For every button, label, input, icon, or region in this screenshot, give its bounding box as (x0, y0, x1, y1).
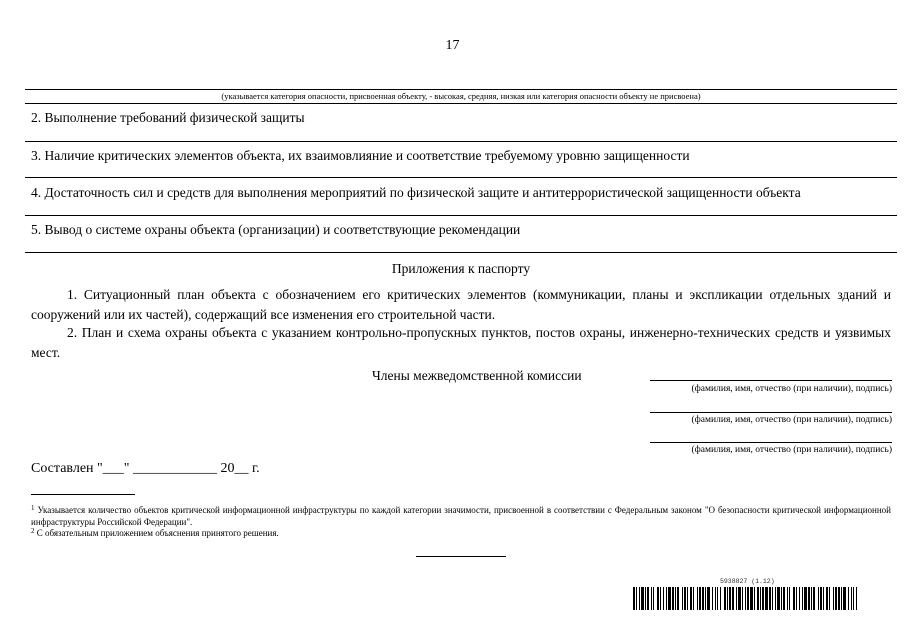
barcode-bar (848, 587, 849, 610)
divider (25, 252, 897, 253)
barcode-bar (663, 587, 664, 610)
barcode-bar (684, 587, 686, 610)
end-line (416, 556, 506, 557)
barcode-bar (750, 587, 753, 610)
barcode-bar (841, 587, 842, 610)
barcode-bar (826, 587, 828, 610)
barcode-bar (838, 587, 840, 610)
appendix-item-2: 2. План и схема охраны объекта с указанием контрольно-пропускных пунктов, постов охраны, инженерно-технических средств и уязвимых мест. (31, 325, 891, 360)
barcode-bar (783, 587, 785, 610)
barcode-bar (829, 587, 830, 610)
appendix-title: Приложения к паспорту (391, 261, 531, 276)
barcode-bar (742, 587, 743, 610)
barcode-bar (823, 587, 824, 610)
barcode-bar (789, 587, 790, 610)
barcode-bar (668, 587, 671, 610)
barcode-bar (697, 587, 698, 610)
barcode-bar (808, 587, 810, 610)
footnote-mark: 1 (31, 504, 35, 512)
section-4: 4. Достаточность сил и средств для выполнения мероприятий по физической защите и антитеррористической защищенности объекта (31, 185, 801, 200)
barcode-bar (641, 587, 644, 610)
barcode-bar (724, 587, 726, 610)
barcode-bar (843, 587, 846, 610)
barcode-bar (853, 587, 854, 610)
barcode-bar (715, 587, 716, 610)
barcode-bar (813, 587, 815, 610)
barcode-bar (856, 587, 857, 610)
barcode-bar (636, 587, 637, 610)
barcode-bar (772, 587, 773, 610)
barcode-bar (777, 587, 780, 610)
footnote-2 (31, 528, 891, 540)
barcode-bar (705, 587, 706, 610)
commission-title: Члены межведомственной комиссии (372, 368, 582, 383)
barcode-bar (835, 587, 837, 610)
barcode-bar (687, 587, 688, 610)
barcode-bar (653, 587, 654, 610)
barcode-bar (707, 587, 710, 610)
appendix-item-1: 1. Ситуационный план объекта с обозначением его критических элементов (коммуникации, планы и экспликации отдельных зданий и сооружений или их частей), содержащий все изменения его строительной части. (31, 287, 891, 322)
barcode-bar (769, 587, 771, 610)
barcode-bar (660, 587, 661, 610)
barcode-bar (702, 587, 704, 610)
barcode-bar (747, 587, 749, 610)
barcode-bar (802, 587, 803, 610)
signature-line (650, 442, 892, 443)
divider (25, 103, 897, 104)
barcode-bar (639, 587, 640, 610)
barcode-bar (833, 587, 834, 610)
barcode-bar (690, 587, 692, 610)
barcode-bar (675, 587, 676, 610)
barcode-bar (693, 587, 694, 610)
barcode-bar (781, 587, 782, 610)
barcode-bar (775, 587, 776, 610)
barcode-bar (645, 587, 646, 610)
category-hint: (указывается категория опасности, присвоенная объекту, - высокая, средняя, низкая или категория опасности объекту не присвоена) (221, 91, 701, 101)
barcode-bar (757, 587, 759, 610)
barcode-bar (762, 587, 764, 610)
divider (25, 215, 897, 216)
barcode (633, 587, 859, 610)
barcode-bar (787, 587, 788, 610)
signature-caption: (фамилия, имя, отчество (при наличии), подпись) (691, 384, 892, 394)
section-2: 2. Выполнение требований физической защиты (31, 110, 305, 125)
barcode-bar (745, 587, 746, 610)
barcode-bar (820, 587, 822, 610)
barcode-bar (811, 587, 812, 610)
barcode-bar (818, 587, 819, 610)
barcode-bar (677, 587, 679, 610)
barcode-bar (736, 587, 737, 610)
footnote-text: С обязательным приложением объяснения принятого решения. (36, 528, 279, 538)
footnote-text: Указывается количество объектов критической информационной инфраструктуры по каждой категории значимости, присвоенной в соответствии с Федеральным законом "О безопасности критической информационной инфраструктуры Российской Федерации". (31, 505, 892, 527)
barcode-bar (717, 587, 718, 610)
signature-line (650, 380, 892, 381)
divider (25, 177, 897, 178)
barcode-bar (682, 587, 683, 610)
footnote-mark: 2 (31, 527, 35, 535)
barcode-bar (727, 587, 728, 610)
barcode-bar (720, 587, 721, 610)
footnote-1 (31, 505, 891, 528)
barcode-bar (754, 587, 755, 610)
barcode-bar (765, 587, 768, 610)
section-5: 5. Вывод о системе охраны объекта (организации) и соответствующие рекомендации (31, 222, 521, 237)
barcode-bar (633, 587, 635, 610)
signature-caption: (фамилия, имя, отчество (при наличии), подпись) (691, 445, 892, 455)
barcode-bar (799, 587, 800, 610)
barcode-bar (666, 587, 667, 610)
section-3: 3. Наличие критических элементов объекта, их взаимовлияние и соответствие требуемому уровню защищенности (31, 148, 690, 163)
divider (25, 141, 897, 142)
divider (25, 89, 897, 90)
barcode-bar (738, 587, 741, 610)
barcode-bar (672, 587, 674, 610)
barcode-bar (657, 587, 659, 610)
footnote-separator (31, 494, 135, 495)
barcode-bar (796, 587, 797, 610)
barcode-bar (729, 587, 731, 610)
signature-line (650, 412, 892, 413)
barcode-bar (699, 587, 701, 610)
barcode-bar (804, 587, 807, 610)
barcode-bar (647, 587, 649, 610)
barcode-bar (793, 587, 795, 610)
barcode-bar (851, 587, 852, 610)
page-number: 17 (445, 38, 460, 53)
composed-date: Составлен "___" ____________ 20__ г. (31, 461, 260, 476)
barcode-bar (732, 587, 734, 610)
barcode-bar (760, 587, 761, 610)
barcode-bar (712, 587, 713, 610)
signature-caption: (фамилия, имя, отчество (при наличии), подпись) (691, 415, 892, 425)
barcode-number: 5938827 (1.12) (720, 578, 775, 585)
barcode-bar (651, 587, 652, 610)
